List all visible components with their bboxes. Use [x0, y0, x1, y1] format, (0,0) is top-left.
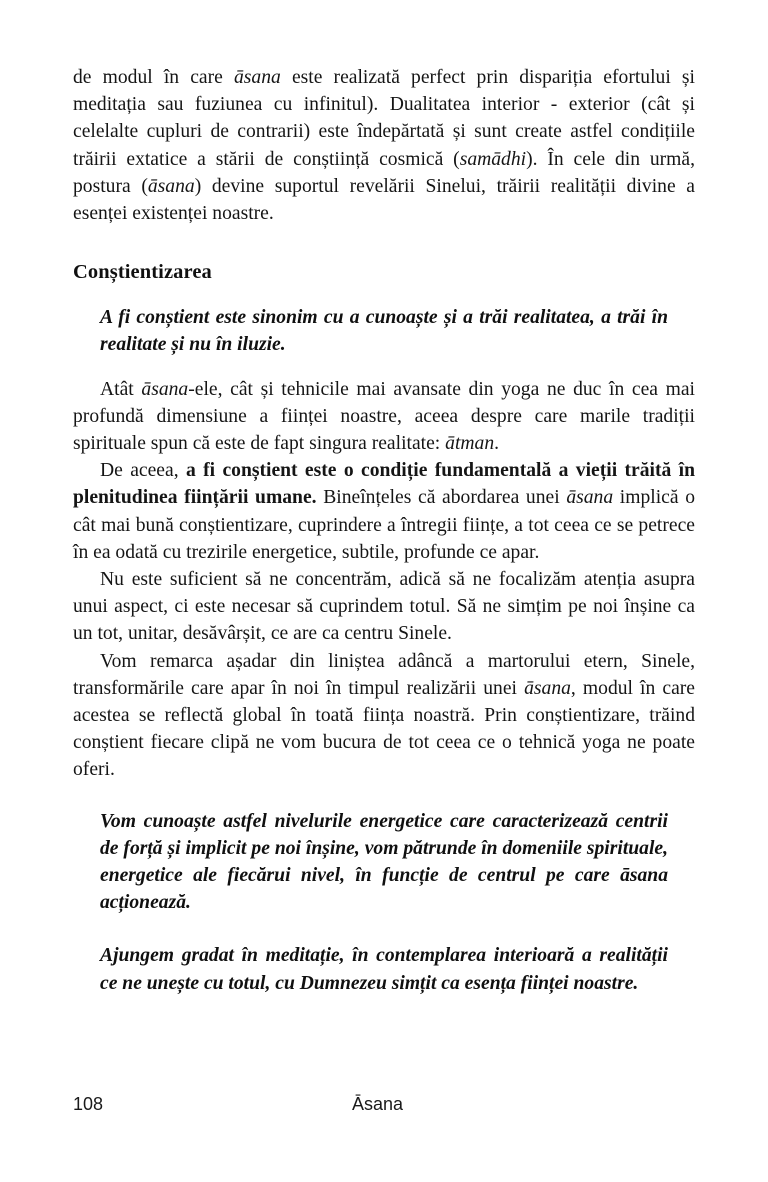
running-title: Āsana: [352, 1094, 404, 1114]
pull-quote-3: Ajungem gradat în meditație, în contemplarea interioară a realității ce ne unește cu totul, cu Dumnezeu simțit ca esența ființei noastre.: [100, 945, 668, 994]
spacer-between-quotes: [73, 916, 695, 942]
paragraph-continuation: [73, 64, 695, 227]
term-asana-2: āsana: [147, 175, 195, 197]
paragraph-3-emphasis: a fi conștient este o condiție fundamentală a vieții trăită în plenitudinea ființării umane.: [73, 460, 695, 509]
term-samadhi: samādhi: [459, 148, 527, 170]
paragraph-5-tail: , modul în care acestea se reflectă global în toată ființa noastră. Prin conștientizare, trăind conștient fiecare clipă ne vom bucura de tot ceea ce o tehnică yoga ne poate oferi.: [73, 677, 695, 781]
paragraph-3: [73, 457, 695, 566]
spacer-before-heading: [73, 227, 695, 259]
paragraph-2-tail: .: [494, 433, 500, 455]
term-asana-3: āsana: [141, 378, 189, 400]
paragraph-1-tail: ) devine suportul revelării Sinelui, trăirii realității divine a esenței existenței noastre.: [73, 175, 695, 225]
page-footer: [73, 1090, 695, 1118]
term-asana-1: āsana: [233, 67, 281, 88]
page-content: [73, 64, 695, 997]
spacer-before-quote-2: [73, 784, 695, 808]
pull-quote-1: A fi conștient este sinonim cu a cunoaște și a trăi realitatea, a trăi în realitate și nu în iluzie.: [100, 307, 668, 356]
paragraph-5-lead: Vom remarca așadar din liniștea adâncă a martorului etern, Sinele, transformările care apar în noi în timpul realizării unei: [73, 650, 695, 699]
pull-quote-2: Vom cunoaște astfel nivelurile energetice care caracterizează centrii de forță și implicit pe noi înșine, vom pătrunde în domeniile spirituale, energetice ale fiecărui nivel, în funcție de centrul pe care āsana acționează.: [100, 810, 668, 914]
paragraph-2: [73, 376, 695, 458]
spacer-after-quote-1: [73, 359, 695, 376]
paragraph-1-lead: de modul în care: [73, 67, 234, 88]
paragraph-2-mid-1: -ele, cât și tehnicile mai avansate din yoga ne duc în cea mai profundă dimensiune a ființei noastre, aceea despre care marile tradiții spirituale spun că este de fapt singura realitate:: [73, 378, 696, 455]
paragraph-3-mid-1: Bineînțeles că abordarea unei: [316, 487, 567, 509]
term-asana-5: āsana: [524, 677, 571, 699]
paragraph-5: [73, 648, 695, 784]
paragraph-1-mid-1: este realizată perfect prin dispariția efortului și meditația sau fuziunea cu infinitul). Dualitatea interior - exterior (cât și celelalte cupluri de contrarii) este îndepărtată și sunt create astfel condițiile trăirii extatice a stării de conștiință cosmică (: [73, 67, 695, 170]
paragraph-2-lead: Atât: [100, 378, 142, 400]
section-heading: Conștientizarea: [73, 261, 212, 284]
term-asana-4: āsana: [566, 487, 614, 509]
term-atman: ātman: [445, 433, 495, 455]
paragraph-4: Nu este suficient să ne concentrăm, adică să ne focalizăm atenția asupra unui aspect, ci este necesar să cuprindem totul. Să ne simțim pe noi înșine ca un tot, unitar, desăvârșit, ce are ca centru Sinele.: [73, 569, 695, 645]
paragraph-1-mid-2: ). În cele din urmă, postura (: [73, 148, 695, 197]
paragraph-3-lead: De aceea,: [100, 460, 186, 482]
page-number: 108: [73, 1094, 104, 1114]
paragraph-3-tail: implică o cât mai bună conștientizare, cuprindere a întregii ființe, a tot ceea ce se petrece în ea odată cu trezirile energetice, subtile, profunde ce apar.: [73, 487, 695, 563]
spacer-after-heading: [73, 286, 695, 304]
